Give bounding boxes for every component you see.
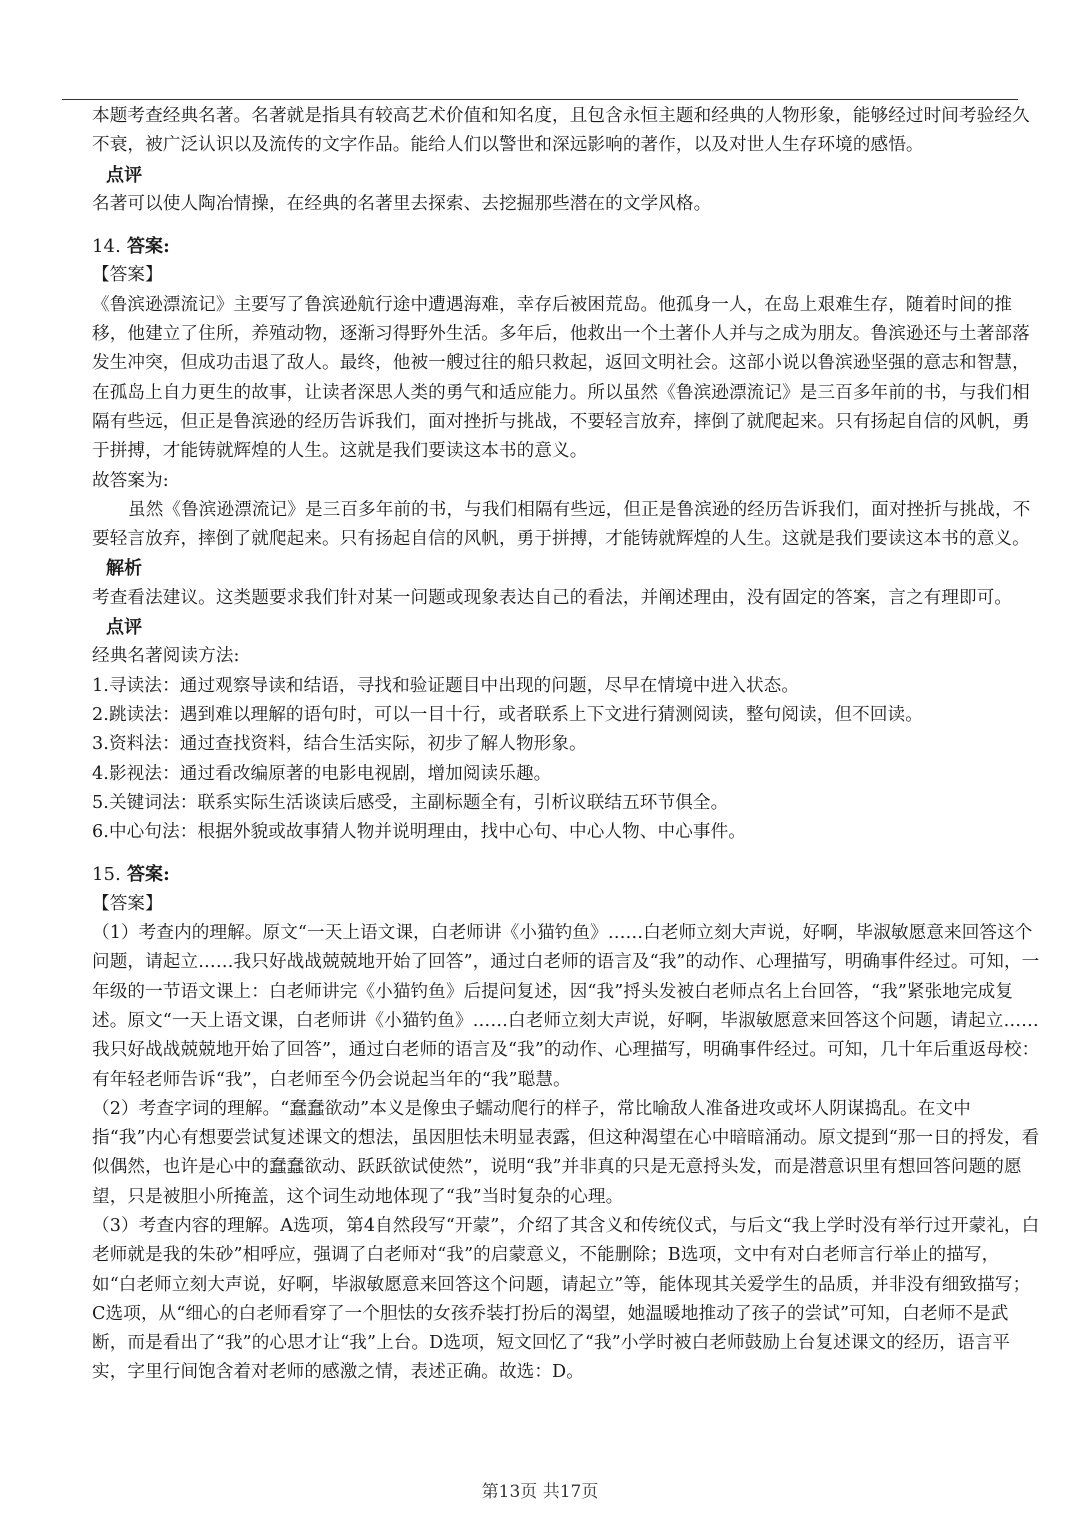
q14-method-item: 1.寻读法：通过观察导读和结语，寻找和验证题目中出现的问题，尽早在情境中进入状态。 (92, 675, 800, 696)
q14-analysis-heading: 解析 (106, 558, 143, 580)
q14-number: 14. (92, 236, 121, 258)
q13-analysis-text: 本题考查经典名著。名著就是指具有较高艺术价值和知名度，且包含永恒主题和经典的人物形象，能够经过时间考验经久不衰，被广泛认识以及流传的文字作品。能给人们以警世和深远影响的著作，以及对世人生存环境的感悟。 (92, 106, 1030, 156)
page-number-footer: 第13页 共17页 (481, 1482, 599, 1502)
q13-comment-heading: 点评 (106, 164, 143, 186)
q15-part-1: （1）考查内的理解。原文“一天上语文课，白老师讲《小猫钓鱼》……白老师立刻大声说，好啊，毕淑敏愿意来回答这个问题，请起立……我只好战战兢兢地开始了回答”，通过白老师的语言及“我”的动作、心理描写，明确事件经过。可知，一年级的一节语文课上：白老师讲完《小猫钓鱼》后提问复述，因“我”捋头发被白老师点名上台回答，“我”紧张地完成复述。原文“一天上语文课，白老师讲《小猫钓鱼》……白老师立刻大声说，好啊，毕淑敏愿意来回答这个问题，请起立……我只好战战兢兢地开始了回答”，通过白老师的语言及“我”的动作、心理描写，明确事件经过。可知，几十年后重返母校：有年轻老师告诉“我”，白老师至今仍会说起当年的“我”聪慧。 (92, 923, 1040, 1090)
q14-answer-tag: 【答案】 (92, 265, 163, 286)
q14-method-item: 6.中心句法：根据外貌或故事猜人物并说明理由，找中心句、中心人物、中心事件。 (92, 822, 746, 843)
q15-part-3: （3）考查内容的理解。A选项，第4自然段写“开蒙”，介绍了其含义和传统仪式，与后文“我上学时没有举行过开蒙礼，白老师就是我的朱砂”相呼应，强调了白老师对“我”的启蒙意义，不能删除；B选项，文中有对白老师言行举止的描写，如“白老师立刻大声说，好啊，毕淑敏愿意来回答这个问题，请起立”等，能体现其关爱学生的品质，并非没有细致描写；C选项，从“细心的白老师看穿了一个胆怯的女孩乔装打扮后的渴望，她温暖地推动了孩子的尝试”可知，白老师不是武断，而是看出了“我”的心思才让“我”上台。D选项，短文回忆了“我”小学时被白老师鼓励上台复述课文的经历，语言平实，字里行间饱含着对老师的感激之情，表述正确。故选：D。 (92, 1215, 1040, 1383)
page-content (92, 102, 1040, 1388)
q14-answer-label: 答案: (126, 236, 170, 258)
q15-part-2: （2）考查字词的理解。“蠢蠢欲动”本义是像虫子蠕动爬行的样子，常比喻敌人准备进攻或坏人阴谋捣乱。在文中指“我”内心有想要尝试复述课文的想法，虽因胆怯未明显表露，但这种渴望在心中暗暗涌动。原文提到“那一日的捋发，看似偶然，也许是心中的蠢蠢欲动、跃跃欲试使然”，说明“我”并非真的只是无意捋头发，而是潜意识里有想回答问题的愿望，只是被胆小所掩盖，这个词生动地体现了“我”当时复杂的心理。 (92, 1098, 1040, 1207)
q14-method-item: 2.跳读法：遇到难以理解的语句时，可以一目十行，或者联系上下文进行猜测阅读，整句阅读，但不回读。 (92, 704, 923, 725)
q15-answer-label: 答案: (126, 864, 170, 886)
q15-title (92, 860, 1040, 889)
q14-method-item: 3.资料法：通过查找资料，结合生活实际，初步了解人物形象。 (92, 734, 587, 755)
q14-methods-intro: 经典名著阅读方法: (92, 646, 240, 667)
q14-method-item: 4.影视法：通过看改编原著的电影电视剧，增加阅读乐趣。 (92, 763, 552, 784)
q14-analysis-text: 考查看法建议。这类题要求我们针对某一问题或现象表达自己的看法，并阐述理由，没有固定的答案，言之有理即可。 (92, 587, 1013, 608)
q14-comment-heading: 点评 (106, 617, 143, 639)
q14-final-answer: 虽然《鲁滨逊漂流记》是三百多年前的书，与我们相隔有些远，但正是鲁滨逊的经历告诉我们，面对挫折与挑战，不要轻言放弃，摔倒了就爬起来。只有扬起自信的风帆，勇于拼搏，才能铸就辉煌的人生。这就是我们要读这本书的意义。 (92, 499, 1031, 550)
q15-answer-tag: 【答案】 (92, 893, 163, 914)
q14-so-answer: 故答案为: (92, 470, 169, 491)
q13-comment-text: 名著可以使人陶冶情操，在经典的名著里去探索、去挖掘那些潜在的文学风格。 (92, 193, 712, 214)
header-rule (62, 99, 1018, 100)
q14-method-item: 5.关键词法：联系实际生活谈读后感受，主副标题全有，引析议联结五环节俱全。 (92, 792, 729, 813)
q14-answer-text: 《鲁滨逊漂流记》主要写了鲁滨逊航行途中遭遇海难，幸存后被困荒岛。他孤身一人，在岛上艰难生存，随着时间的推移，他建立了住所，养殖动物，逐渐习得野外生活。多年后，他救出一个土著仆人并与之成为朋友。鲁滨逊还与土著部落发生冲突，但成功击退了敌人。最终，他被一艘过往的船只救起，返回文明社会。这部小说以鲁滨逊坚强的意志和智慧，在孤岛上自力更生的故事，让读者深思人类的勇气和适应能力。所以虽然《鲁滨逊漂流记》是三百多年前的书，与我们相隔有些远，但正是鲁滨逊的经历告诉我们，面对挫折与挑战，不要轻言放弃，摔倒了就爬起来。只有扬起自信的风帆，勇于拼搏，才能铸就辉煌的人生。这就是我们要读这本书的意义。 (92, 294, 1030, 462)
q15-number: 15. (92, 864, 121, 886)
q14-title (92, 232, 1040, 261)
